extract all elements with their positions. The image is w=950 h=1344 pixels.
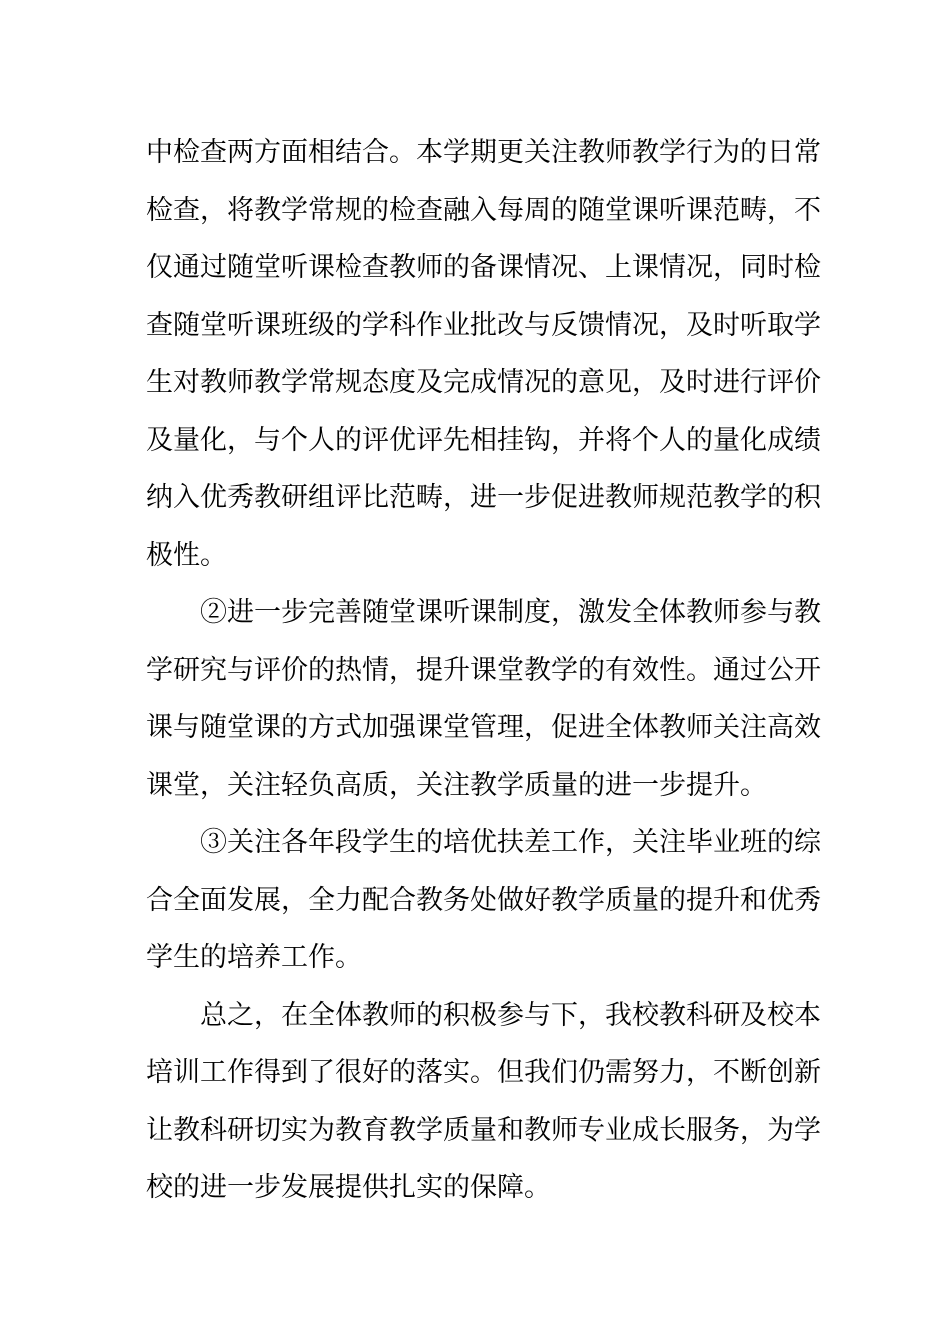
text-line: 纳入优秀教研组评比范畴，进一步促进教师规范教学的积 [146,482,821,513]
text-line: 课堂，关注轻负高质，关注教学质量的进一步提升。 [146,769,767,801]
text-line: 及量化，与个人的评优评先相挂钩，并将个人的量化成绩 [146,424,821,456]
text-line: 中检查两方面相结合。本学期更关注教师教学行为的日常 [146,137,821,168]
paragraph-item-3 [146,814,821,987]
text-line: 查随堂听课班级的学科作业批改与反馈情况，及时听取学 [146,309,821,341]
paragraph-continuation [146,124,821,584]
text-line: 学研究与评价的热情，提升课堂教学的有效性。通过公开 [146,654,821,686]
text-line: 合全面发展，全力配合教务处做好教学质量的提升和优秀 [146,884,821,916]
text-line: 让教科研切实为教育教学质量和教师专业成长服务，为学 [146,1114,821,1146]
text-line: 检查，将教学常规的检查融入每周的随堂课听课范畴，不 [146,194,821,226]
text-line: 极性。 [146,539,227,571]
text-line: 仅通过随堂听课检查教师的备课情况、上课情况，同时检 [146,252,821,283]
text-line: 总之，在全体教师的积极参与下，我校教科研及校本 [146,999,821,1031]
text-line: ③关注各年段学生的培优扶差工作，关注毕业班的综 [146,827,821,858]
paragraph-item-2 [146,584,821,814]
document-body [146,124,821,1217]
text-line: 学生的培养工作。 [146,942,362,973]
text-line: 生对教师教学常规态度及完成情况的意见，及时进行评价 [146,367,821,398]
text-line: 培训工作得到了很好的落实。但我们仍需努力，不断创新 [146,1057,821,1088]
paragraph-summary [146,987,821,1217]
text-line: ②进一步完善随堂课听课制度，激发全体教师参与教 [146,597,821,628]
text-line: 课与随堂课的方式加强课堂管理，促进全体教师关注高效 [146,712,821,743]
text-line: 校的进一步发展提供扎实的保障。 [146,1172,551,1203]
